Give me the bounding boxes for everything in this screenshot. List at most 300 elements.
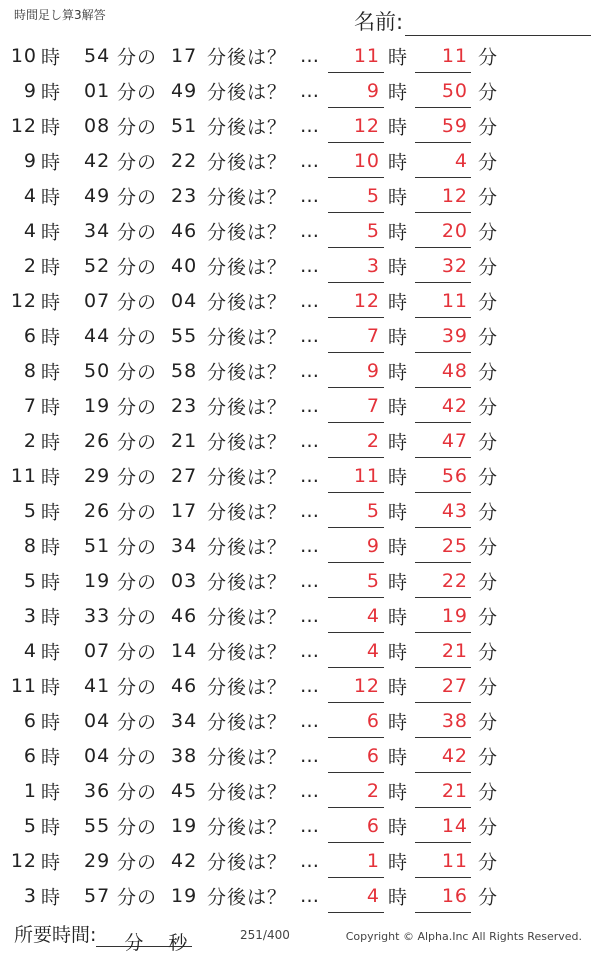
added-minutes: 46 — [171, 604, 198, 627]
answer-minute: 56 — [441, 464, 468, 487]
answer-hour-label: 時 — [388, 676, 409, 698]
after-label: 分後は？ — [207, 606, 288, 628]
start-minute: 19 — [84, 394, 111, 417]
name-blank — [405, 17, 591, 36]
ellipsis: … — [300, 394, 320, 417]
start-minute: 41 — [84, 674, 111, 697]
after-label: 分後は？ — [207, 886, 288, 908]
ellipsis: … — [300, 779, 320, 802]
answer-hour-underline — [328, 912, 384, 913]
start-hour: 8 — [23, 359, 37, 382]
problem-row — [0, 38, 600, 73]
start-minute: 34 — [84, 219, 111, 242]
ellipsis: … — [300, 709, 320, 732]
after-label: 分後は？ — [207, 711, 288, 733]
hour-label: 時 — [41, 466, 62, 488]
answer-hour-label: 時 — [388, 816, 409, 838]
ellipsis: … — [300, 499, 320, 522]
hour-label: 時 — [41, 781, 62, 803]
start-minute: 26 — [84, 499, 111, 522]
start-hour: 4 — [23, 219, 37, 242]
answer-hour-label: 時 — [388, 606, 409, 628]
start-minute: 26 — [84, 429, 111, 452]
minute-of-label: 分の — [117, 851, 158, 873]
after-label: 分後は？ — [207, 361, 288, 383]
problem-row — [0, 668, 600, 703]
answer-minute-label: 分 — [478, 431, 499, 453]
answer-hour-label: 時 — [388, 746, 409, 768]
start-hour: 7 — [23, 394, 37, 417]
answer-hour-label: 時 — [388, 221, 409, 243]
answer-hour-label: 時 — [388, 886, 409, 908]
answer-minute-label: 分 — [478, 641, 499, 663]
ellipsis: … — [300, 114, 320, 137]
answer-hour: 3 — [366, 254, 380, 277]
problem-row — [0, 528, 600, 563]
copyright: Copyright © Alpha.Inc All Rights Reserved. — [345, 930, 582, 943]
added-minutes: 34 — [171, 534, 198, 557]
answer-minute-label: 分 — [478, 256, 499, 278]
after-label: 分後は？ — [207, 816, 288, 838]
after-label: 分後は？ — [207, 151, 288, 173]
answer-minute: 11 — [441, 289, 468, 312]
start-hour: 2 — [23, 254, 37, 277]
name-field — [354, 6, 591, 36]
minute-of-label: 分の — [117, 781, 158, 803]
added-minutes: 27 — [171, 464, 198, 487]
start-minute: 50 — [84, 359, 111, 382]
ellipsis: … — [300, 674, 320, 697]
ellipsis: … — [300, 324, 320, 347]
answer-minute: 19 — [441, 604, 468, 627]
answer-hour: 2 — [366, 429, 380, 452]
minute-of-label: 分の — [117, 186, 158, 208]
answer-hour: 2 — [366, 779, 380, 802]
answer-hour: 5 — [366, 184, 380, 207]
start-minute: 04 — [84, 709, 111, 732]
answer-hour: 12 — [353, 289, 380, 312]
ellipsis: … — [300, 184, 320, 207]
answer-hour: 4 — [366, 639, 380, 662]
start-minute: 29 — [84, 464, 111, 487]
minute-of-label: 分の — [117, 396, 158, 418]
start-minute: 07 — [84, 289, 111, 312]
added-minutes: 42 — [171, 849, 198, 872]
problem-row — [0, 73, 600, 108]
ellipsis: … — [300, 429, 320, 452]
answer-minute-label: 分 — [478, 501, 499, 523]
answer-hour-label: 時 — [388, 116, 409, 138]
name-label: 名前: — [354, 10, 404, 34]
minute-of-label: 分の — [117, 291, 158, 313]
minute-of-label: 分の — [117, 746, 158, 768]
hour-label: 時 — [41, 886, 62, 908]
start-hour: 4 — [23, 639, 37, 662]
after-label: 分後は？ — [207, 256, 288, 278]
answer-hour-label: 時 — [388, 641, 409, 663]
answer-hour: 11 — [353, 464, 380, 487]
minute-of-label: 分の — [117, 46, 158, 68]
minute-of-label: 分の — [117, 466, 158, 488]
start-hour: 3 — [23, 884, 37, 907]
ellipsis: … — [300, 814, 320, 837]
start-minute: 49 — [84, 184, 111, 207]
answer-minute-label: 分 — [478, 466, 499, 488]
hour-label: 時 — [41, 396, 62, 418]
minute-of-label: 分の — [117, 256, 158, 278]
problem-row — [0, 143, 600, 178]
ellipsis: … — [300, 44, 320, 67]
added-minutes: 55 — [171, 324, 198, 347]
answer-hour: 5 — [366, 499, 380, 522]
answer-hour-label: 時 — [388, 466, 409, 488]
answer-hour-label: 時 — [388, 396, 409, 418]
start-minute: 54 — [84, 44, 111, 67]
answer-minute-underline — [415, 912, 471, 913]
problem-row — [0, 248, 600, 283]
minute-of-label: 分の — [117, 361, 158, 383]
start-hour: 5 — [23, 499, 37, 522]
hour-label: 時 — [41, 46, 62, 68]
answer-hour-label: 時 — [388, 536, 409, 558]
added-minutes: 23 — [171, 394, 198, 417]
answer-minute: 22 — [441, 569, 468, 592]
minute-of-label: 分の — [117, 536, 158, 558]
answer-minute: 20 — [441, 219, 468, 242]
after-label: 分後は？ — [207, 116, 288, 138]
added-minutes: 14 — [171, 639, 198, 662]
answer-minute: 42 — [441, 394, 468, 417]
answer-minute-label: 分 — [478, 396, 499, 418]
problem-row — [0, 703, 600, 738]
answer-hour-label: 時 — [388, 326, 409, 348]
ellipsis: … — [300, 569, 320, 592]
added-minutes: 45 — [171, 779, 198, 802]
answer-hour-label: 時 — [388, 851, 409, 873]
problem-row — [0, 808, 600, 843]
start-hour: 1 — [23, 779, 37, 802]
answer-minute: 32 — [441, 254, 468, 277]
answer-hour-label: 時 — [388, 781, 409, 803]
answer-minute-label: 分 — [478, 571, 499, 593]
answer-minute: 27 — [441, 674, 468, 697]
added-minutes: 04 — [171, 289, 198, 312]
start-minute: 36 — [84, 779, 111, 802]
hour-label: 時 — [41, 326, 62, 348]
second-unit: 秒 — [168, 932, 188, 954]
added-minutes: 19 — [171, 814, 198, 837]
start-hour: 10 — [10, 44, 37, 67]
answer-minute: 25 — [441, 534, 468, 557]
problem-row — [0, 598, 600, 633]
start-minute: 19 — [84, 569, 111, 592]
ellipsis: … — [300, 744, 320, 767]
answer-minute: 4 — [454, 149, 468, 172]
hour-label: 時 — [41, 116, 62, 138]
start-minute: 57 — [84, 884, 111, 907]
answer-hour: 7 — [366, 394, 380, 417]
problem-row — [0, 388, 600, 423]
answer-minute: 43 — [441, 499, 468, 522]
hour-label: 時 — [41, 536, 62, 558]
answer-hour: 9 — [366, 79, 380, 102]
hour-label: 時 — [41, 151, 62, 173]
minute-of-label: 分の — [117, 886, 158, 908]
hour-label: 時 — [41, 711, 62, 733]
answer-minute: 39 — [441, 324, 468, 347]
minute-of-label: 分の — [117, 81, 158, 103]
problem-row — [0, 843, 600, 878]
problem-row — [0, 738, 600, 773]
hour-label: 時 — [41, 676, 62, 698]
after-label: 分後は？ — [207, 326, 288, 348]
start-hour: 8 — [23, 534, 37, 557]
added-minutes: 51 — [171, 114, 198, 137]
hour-label: 時 — [41, 256, 62, 278]
answer-hour-label: 時 — [388, 81, 409, 103]
answer-hour: 9 — [366, 359, 380, 382]
start-hour: 6 — [23, 744, 37, 767]
answer-hour: 6 — [366, 744, 380, 767]
added-minutes: 46 — [171, 219, 198, 242]
answer-minute-label: 分 — [478, 81, 499, 103]
hour-label: 時 — [41, 291, 62, 313]
added-minutes: 34 — [171, 709, 198, 732]
added-minutes: 19 — [171, 884, 198, 907]
minute-of-label: 分の — [117, 606, 158, 628]
start-hour: 12 — [10, 849, 37, 872]
problem-row — [0, 353, 600, 388]
added-minutes: 17 — [171, 499, 198, 522]
after-label: 分後は？ — [207, 186, 288, 208]
answer-hour: 5 — [366, 219, 380, 242]
added-minutes: 49 — [171, 79, 198, 102]
minute-of-label: 分の — [117, 116, 158, 138]
worksheet-title: 時間足し算3解答 — [14, 8, 106, 22]
start-hour: 2 — [23, 429, 37, 452]
after-label: 分後は？ — [207, 221, 288, 243]
after-label: 分後は？ — [207, 571, 288, 593]
problem-row — [0, 878, 600, 913]
problem-row — [0, 563, 600, 598]
minute-unit: 分 — [124, 932, 144, 954]
ellipsis: … — [300, 79, 320, 102]
page-number: 251/400 — [240, 928, 290, 942]
answer-minute: 12 — [441, 184, 468, 207]
answer-hour: 9 — [366, 534, 380, 557]
start-minute: 29 — [84, 849, 111, 872]
minute-of-label: 分の — [117, 431, 158, 453]
after-label: 分後は？ — [207, 536, 288, 558]
answer-hour-label: 時 — [388, 291, 409, 313]
hour-label: 時 — [41, 606, 62, 628]
start-hour: 12 — [10, 289, 37, 312]
answer-minute: 14 — [441, 814, 468, 837]
start-minute: 01 — [84, 79, 111, 102]
ellipsis: … — [300, 884, 320, 907]
problem-row — [0, 178, 600, 213]
start-hour: 9 — [23, 149, 37, 172]
answer-hour-label: 時 — [388, 571, 409, 593]
hour-label: 時 — [41, 571, 62, 593]
minute-of-label: 分の — [117, 676, 158, 698]
minute-of-label: 分の — [117, 711, 158, 733]
hour-label: 時 — [41, 816, 62, 838]
start-minute: 33 — [84, 604, 111, 627]
start-hour: 5 — [23, 814, 37, 837]
added-minutes: 21 — [171, 429, 198, 452]
after-label: 分後は？ — [207, 291, 288, 313]
hour-label: 時 — [41, 746, 62, 768]
answer-hour: 5 — [366, 569, 380, 592]
answer-hour-label: 時 — [388, 186, 409, 208]
ellipsis: … — [300, 604, 320, 627]
answer-hour: 11 — [353, 44, 380, 67]
answer-minute-label: 分 — [478, 676, 499, 698]
problem-row — [0, 633, 600, 668]
answer-minute: 50 — [441, 79, 468, 102]
answer-hour: 4 — [366, 884, 380, 907]
answer-hour: 10 — [353, 149, 380, 172]
answer-hour-label: 時 — [388, 711, 409, 733]
after-label: 分後は？ — [207, 46, 288, 68]
answer-minute-label: 分 — [478, 186, 499, 208]
answer-hour: 1 — [366, 849, 380, 872]
answer-minute-label: 分 — [478, 711, 499, 733]
problem-row — [0, 283, 600, 318]
start-hour: 11 — [10, 464, 37, 487]
answer-minute: 11 — [441, 849, 468, 872]
time-required — [14, 920, 192, 954]
answer-minute-label: 分 — [478, 746, 499, 768]
answer-minute-label: 分 — [478, 361, 499, 383]
hour-label: 時 — [41, 851, 62, 873]
time-required-label: 所要時間: — [14, 924, 97, 946]
answer-minute-label: 分 — [478, 116, 499, 138]
hour-label: 時 — [41, 186, 62, 208]
minute-of-label: 分の — [117, 151, 158, 173]
added-minutes: 03 — [171, 569, 198, 592]
ellipsis: … — [300, 359, 320, 382]
answer-minute: 21 — [441, 639, 468, 662]
answer-hour-label: 時 — [388, 431, 409, 453]
answer-minute-label: 分 — [478, 326, 499, 348]
minute-of-label: 分の — [117, 326, 158, 348]
answer-minute-label: 分 — [478, 291, 499, 313]
answer-minute: 47 — [441, 429, 468, 452]
start-hour: 6 — [23, 324, 37, 347]
minute-of-label: 分の — [117, 221, 158, 243]
answer-minute-label: 分 — [478, 221, 499, 243]
start-minute: 51 — [84, 534, 111, 557]
answer-hour-label: 時 — [388, 361, 409, 383]
answer-minute: 16 — [441, 884, 468, 907]
answer-hour-label: 時 — [388, 256, 409, 278]
after-label: 分後は？ — [207, 641, 288, 663]
hour-label: 時 — [41, 221, 62, 243]
answer-minute: 21 — [441, 779, 468, 802]
answer-hour-label: 時 — [388, 501, 409, 523]
answer-minute-label: 分 — [478, 816, 499, 838]
start-hour: 3 — [23, 604, 37, 627]
added-minutes: 23 — [171, 184, 198, 207]
ellipsis: … — [300, 849, 320, 872]
ellipsis: … — [300, 534, 320, 557]
hour-label: 時 — [41, 501, 62, 523]
problem-row — [0, 318, 600, 353]
answer-minute-label: 分 — [478, 781, 499, 803]
added-minutes: 58 — [171, 359, 198, 382]
answer-hour: 12 — [353, 674, 380, 697]
start-minute: 52 — [84, 254, 111, 277]
ellipsis: … — [300, 254, 320, 277]
ellipsis: … — [300, 464, 320, 487]
added-minutes: 22 — [171, 149, 198, 172]
start-hour: 9 — [23, 79, 37, 102]
start-minute: 08 — [84, 114, 111, 137]
answer-hour: 6 — [366, 814, 380, 837]
answer-minute: 42 — [441, 744, 468, 767]
problem-row — [0, 213, 600, 248]
answer-minute-label: 分 — [478, 606, 499, 628]
answer-minute: 38 — [441, 709, 468, 732]
start-minute: 44 — [84, 324, 111, 347]
problem-row — [0, 773, 600, 808]
answer-minute-label: 分 — [478, 151, 499, 173]
added-minutes: 17 — [171, 44, 198, 67]
problem-row — [0, 108, 600, 143]
answer-minute: 11 — [441, 44, 468, 67]
minute-of-label: 分の — [117, 571, 158, 593]
answer-hour: 4 — [366, 604, 380, 627]
problem-row — [0, 493, 600, 528]
answer-hour: 12 — [353, 114, 380, 137]
start-hour: 12 — [10, 114, 37, 137]
minute-of-label: 分の — [117, 501, 158, 523]
start-minute: 42 — [84, 149, 111, 172]
after-label: 分後は？ — [207, 746, 288, 768]
answer-minute-label: 分 — [478, 536, 499, 558]
time-required-blank — [96, 928, 192, 954]
start-minute: 04 — [84, 744, 111, 767]
after-label: 分後は？ — [207, 431, 288, 453]
start-hour: 4 — [23, 184, 37, 207]
added-minutes: 40 — [171, 254, 198, 277]
after-label: 分後は？ — [207, 81, 288, 103]
start-minute: 07 — [84, 639, 111, 662]
ellipsis: … — [300, 289, 320, 312]
answer-minute-label: 分 — [478, 851, 499, 873]
problem-row — [0, 458, 600, 493]
ellipsis: … — [300, 219, 320, 242]
ellipsis: … — [300, 149, 320, 172]
ellipsis: … — [300, 639, 320, 662]
after-label: 分後は？ — [207, 851, 288, 873]
answer-hour: 6 — [366, 709, 380, 732]
start-minute: 55 — [84, 814, 111, 837]
start-hour: 6 — [23, 709, 37, 732]
after-label: 分後は？ — [207, 501, 288, 523]
answer-minute-label: 分 — [478, 886, 499, 908]
answer-minute-label: 分 — [478, 46, 499, 68]
answer-hour-label: 時 — [388, 151, 409, 173]
after-label: 分後は？ — [207, 781, 288, 803]
problem-row — [0, 423, 600, 458]
minute-of-label: 分の — [117, 641, 158, 663]
hour-label: 時 — [41, 641, 62, 663]
after-label: 分後は？ — [207, 676, 288, 698]
minute-of-label: 分の — [117, 816, 158, 838]
